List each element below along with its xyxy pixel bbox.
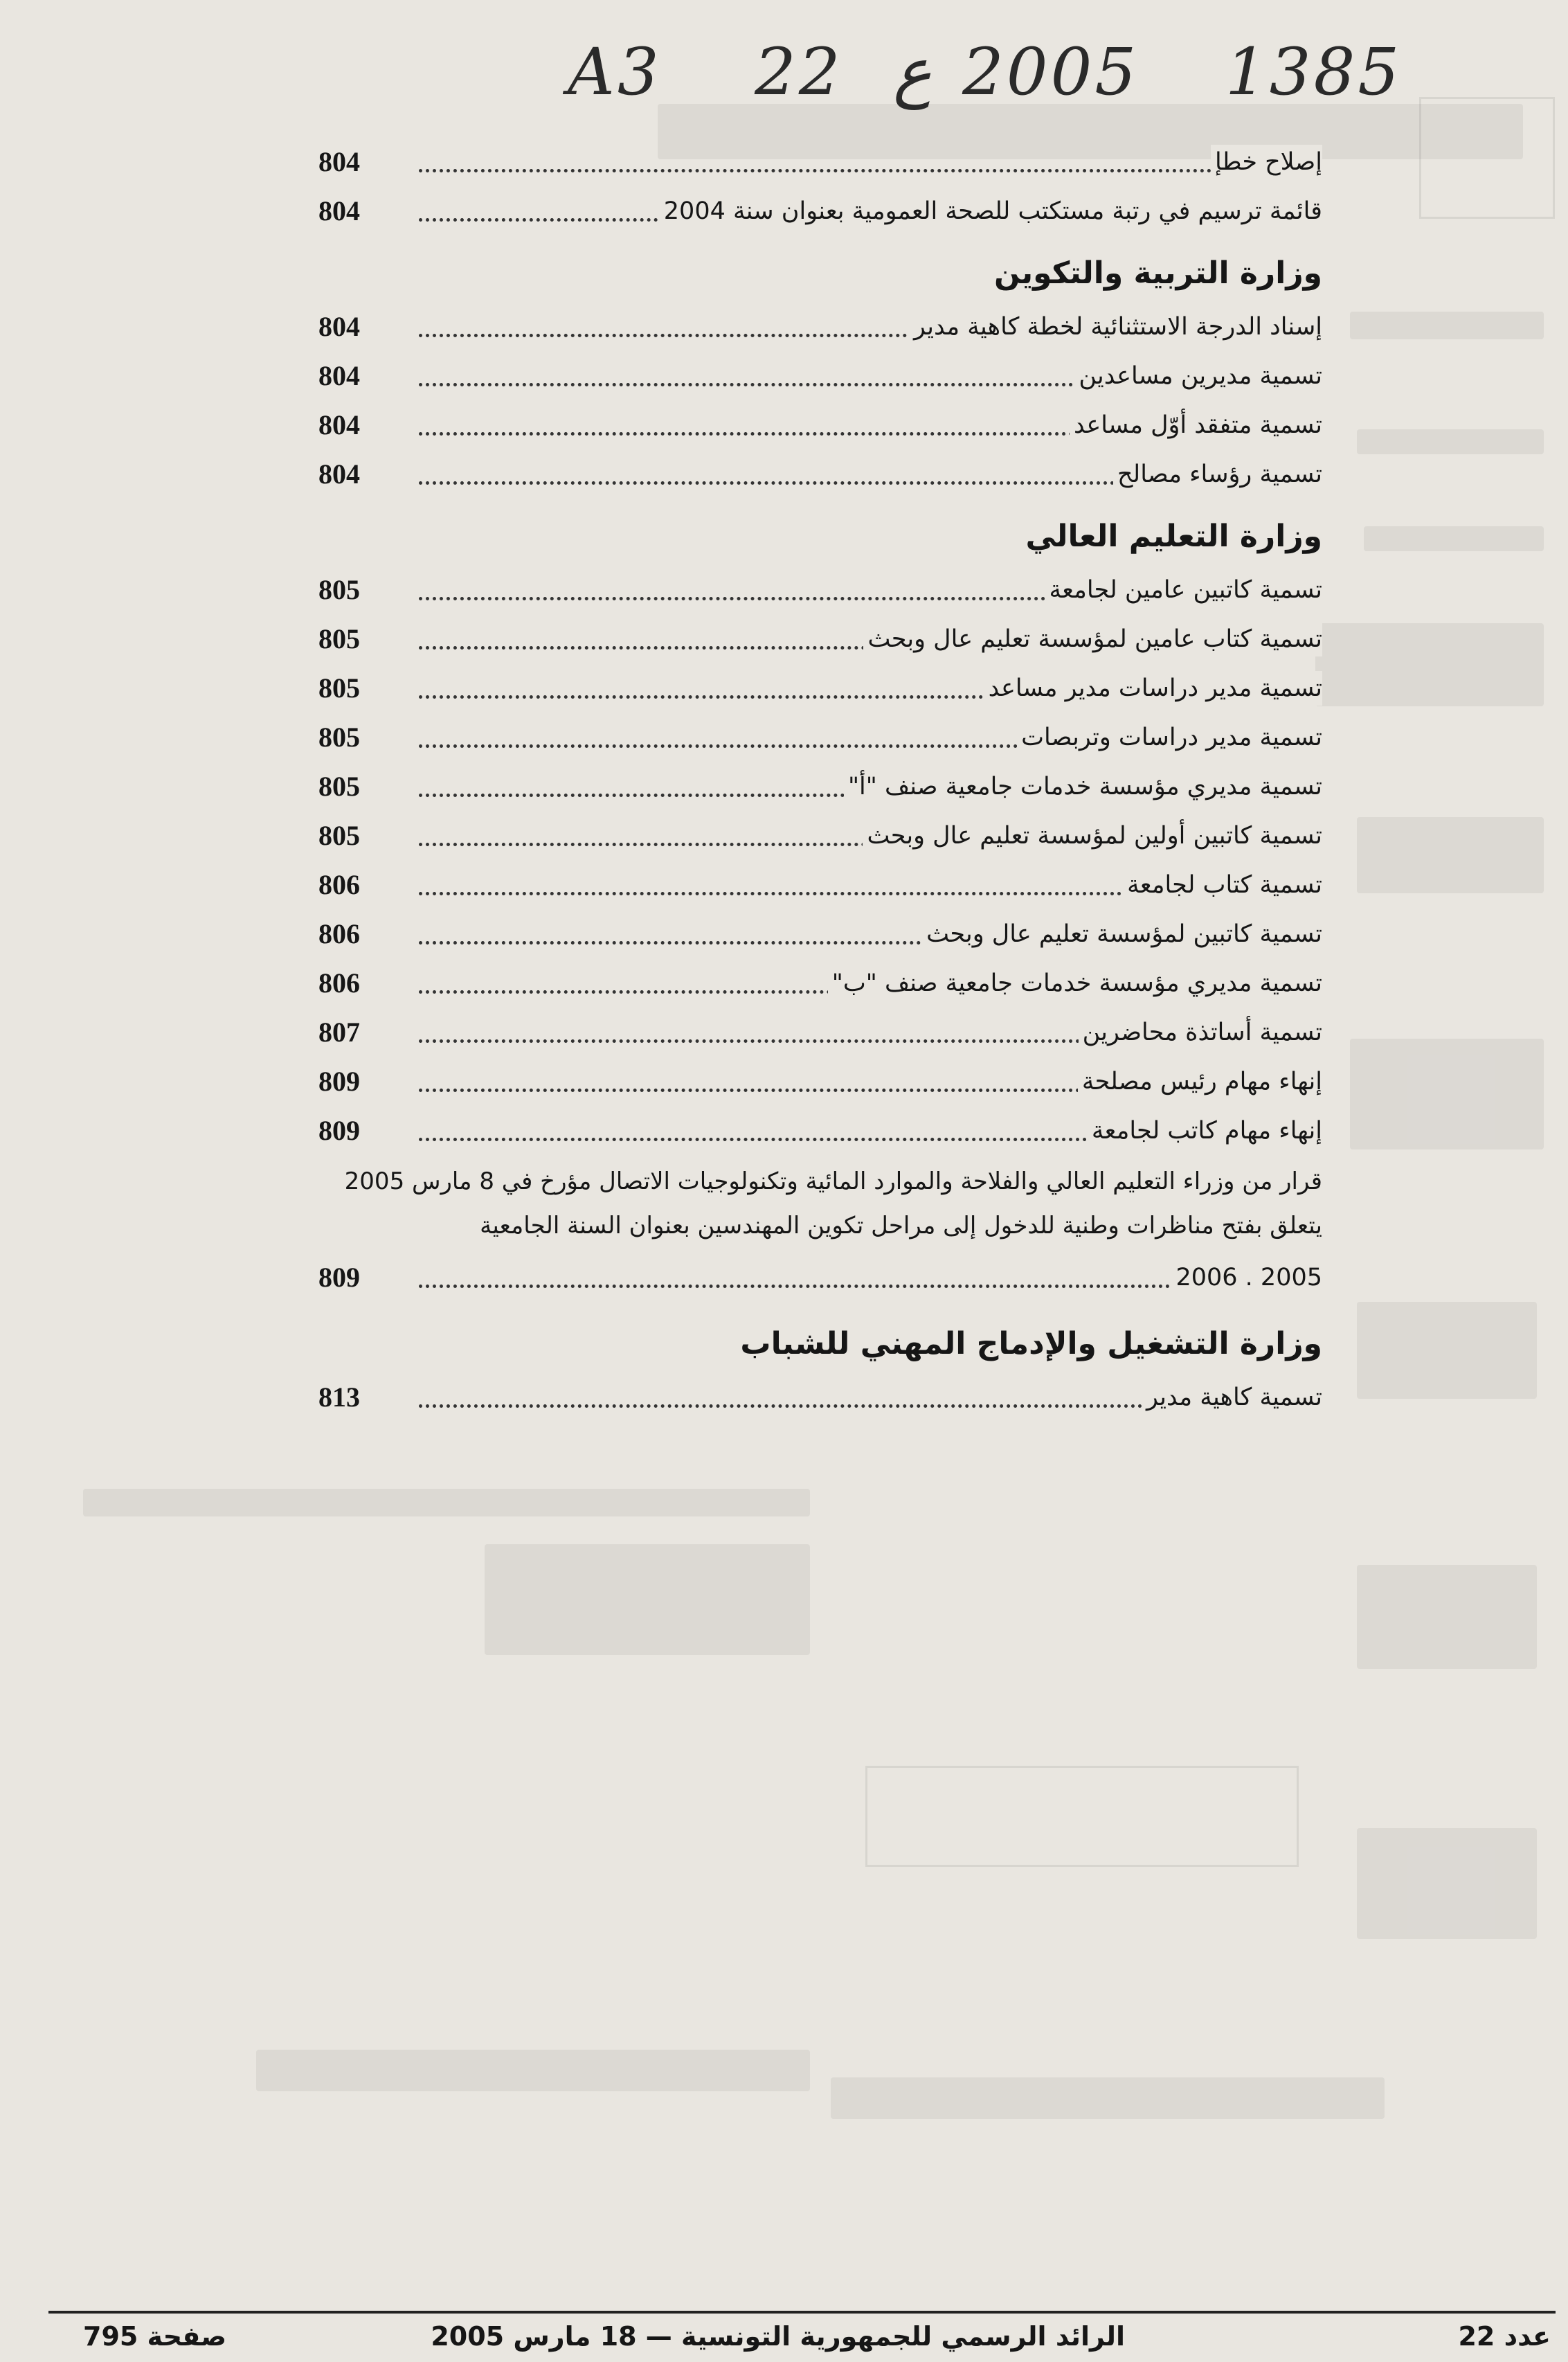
toc-page-number: 806 <box>318 869 360 900</box>
toc-entry[interactable] <box>318 1009 1322 1058</box>
leader-dots <box>419 169 1322 172</box>
toc-page-number: 805 <box>318 722 360 753</box>
toc-entry-title: تسمية كاتبين أولين لمؤسسة تعليم عال وبحث <box>863 818 1322 853</box>
page-number: صفحة 795 <box>83 2321 227 2352</box>
ministry-heading-text: وزارة التشغيل والإدماج المهني للشباب <box>740 1326 1322 1361</box>
footer-divider <box>48 2311 1556 2314</box>
toc-entry-title: تسمية رؤساء مصالح <box>1113 457 1322 492</box>
toc-page-number: 813 <box>318 1381 360 1413</box>
decree-line: قرار من وزراء التعليم العالي والفلاحة والموارد المائية وتكنولوجيات الاتصال مؤرخ في 8 مارس 2005 <box>344 1167 1322 1195</box>
decree-line: 2005 . 2006 <box>1171 1260 1322 1295</box>
toc-page-number: 804 <box>318 458 360 490</box>
toc-page-number: 809 <box>318 1262 360 1293</box>
toc-entry[interactable] <box>318 763 1322 812</box>
toc-entry-title: تسمية كاتبين عامين لجامعة <box>1045 573 1322 607</box>
ministry-heading-text: وزارة التعليم العالي <box>1025 519 1322 554</box>
toc-entry[interactable] <box>318 960 1322 1009</box>
ministry-heading-text: وزارة التربية والتكوين <box>993 256 1322 291</box>
ministry-heading <box>318 1307 1322 1374</box>
toc-entry-title: قائمة ترسيم في رتبة مستكتب للصحة العمومية بعنوان سنة 2004 <box>660 194 1322 229</box>
toc-entry-title: إنهاء مهام كاتب لجامعة <box>1088 1113 1322 1148</box>
handwritten-letter: ع <box>893 35 932 110</box>
toc-entry-title: تسمية مدير دراسات وتربصات <box>1017 720 1322 755</box>
toc-entry-title: تسمية مديري مؤسسة خدمات جامعية صنف "ب" <box>828 966 1322 1001</box>
toc-entry[interactable] <box>318 665 1322 714</box>
toc-entry[interactable] <box>318 616 1322 665</box>
toc-entry-title: إسناد الدرجة الاستثنائية لخطة كاهية مدير <box>910 310 1322 344</box>
toc-entry[interactable] <box>318 138 1322 188</box>
decree-text <box>344 1159 1322 1248</box>
toc-page-number: 805 <box>318 820 360 851</box>
toc-page-number: 807 <box>318 1017 360 1048</box>
toc-entry[interactable] <box>318 303 1322 352</box>
handwritten-issue: 22 <box>755 35 843 110</box>
handwritten-code: A3 <box>568 35 662 110</box>
journal-title-date: الرائد الرسمي للجمهورية التونسية — 18 مارس 2005 <box>431 2321 1125 2352</box>
toc-entry-title: تسمية مديري مؤسسة خدمات جامعية صنف "أ" <box>844 769 1322 804</box>
toc-entry[interactable] <box>318 352 1322 402</box>
toc-page-number: 805 <box>318 623 360 654</box>
toc-entry-title: تسمية مديرين مساعدين <box>1074 359 1322 393</box>
decree-line: يتعلق بفتح مناظرات وطنية للدخول إلى مراحل تكوين المهندسين بعنوان السنة الجامعية <box>480 1212 1322 1240</box>
decree-last-line <box>419 1260 1322 1295</box>
toc-entry-title: إنهاء مهام رئيس مصلحة <box>1078 1064 1322 1099</box>
toc-entry-title: تسمية كاهية مدير <box>1142 1380 1322 1415</box>
ministry-heading <box>318 237 1322 303</box>
handwritten-number: 1385 <box>1225 35 1403 110</box>
toc-entry[interactable] <box>318 1374 1322 1423</box>
toc-page-number: 805 <box>318 574 360 605</box>
toc-entry[interactable] <box>318 812 1322 861</box>
toc-entry[interactable] <box>318 911 1322 960</box>
handwritten-year: 2005 <box>962 35 1139 110</box>
toc-entry-decree[interactable] <box>318 1159 1322 1307</box>
toc-page-number: 804 <box>318 311 360 342</box>
toc-entry[interactable] <box>318 402 1322 451</box>
toc-entry[interactable] <box>318 188 1322 237</box>
ministry-heading <box>318 500 1322 566</box>
toc-entry[interactable] <box>318 1107 1322 1156</box>
toc-page-number: 809 <box>318 1066 360 1097</box>
toc-entry-title: تسمية متفقد أوّل مساعد <box>1070 408 1322 442</box>
toc-page-number: 804 <box>318 146 360 177</box>
toc-page-number: 806 <box>318 967 360 999</box>
issue-number: عدد 22 <box>1458 2321 1551 2352</box>
toc-entry[interactable] <box>318 1058 1322 1107</box>
toc-entry[interactable] <box>318 861 1322 911</box>
toc-page-number: 806 <box>318 918 360 949</box>
toc-entry-title: تسمية كاتبين لمؤسسة تعليم عال وبحث <box>922 917 1322 951</box>
toc-page-number: 805 <box>318 672 360 704</box>
table-of-contents <box>318 138 1322 1423</box>
toc-page-number: 804 <box>318 195 360 226</box>
toc-page-number: 804 <box>318 360 360 391</box>
toc-entry[interactable] <box>318 451 1322 500</box>
toc-entry[interactable] <box>318 566 1322 616</box>
toc-page-number: 809 <box>318 1115 360 1146</box>
toc-entry-title: تسمية كتاب لجامعة <box>1123 868 1322 902</box>
toc-page-number: 804 <box>318 409 360 440</box>
toc-entry-title: تسمية مدير دراسات مدير مساعد <box>984 671 1322 706</box>
handwritten-annotation <box>568 21 1426 118</box>
toc-page-number: 805 <box>318 771 360 802</box>
toc-entry-title: إصلاح خطإ <box>1211 145 1322 179</box>
page-footer <box>48 2321 1551 2360</box>
toc-entry-title: تسمية أساتذة محاضرين <box>1079 1015 1322 1050</box>
toc-entry[interactable] <box>318 714 1322 763</box>
toc-entry-title: تسمية كتاب عامين لمؤسسة تعليم عال وبحث <box>863 622 1322 656</box>
